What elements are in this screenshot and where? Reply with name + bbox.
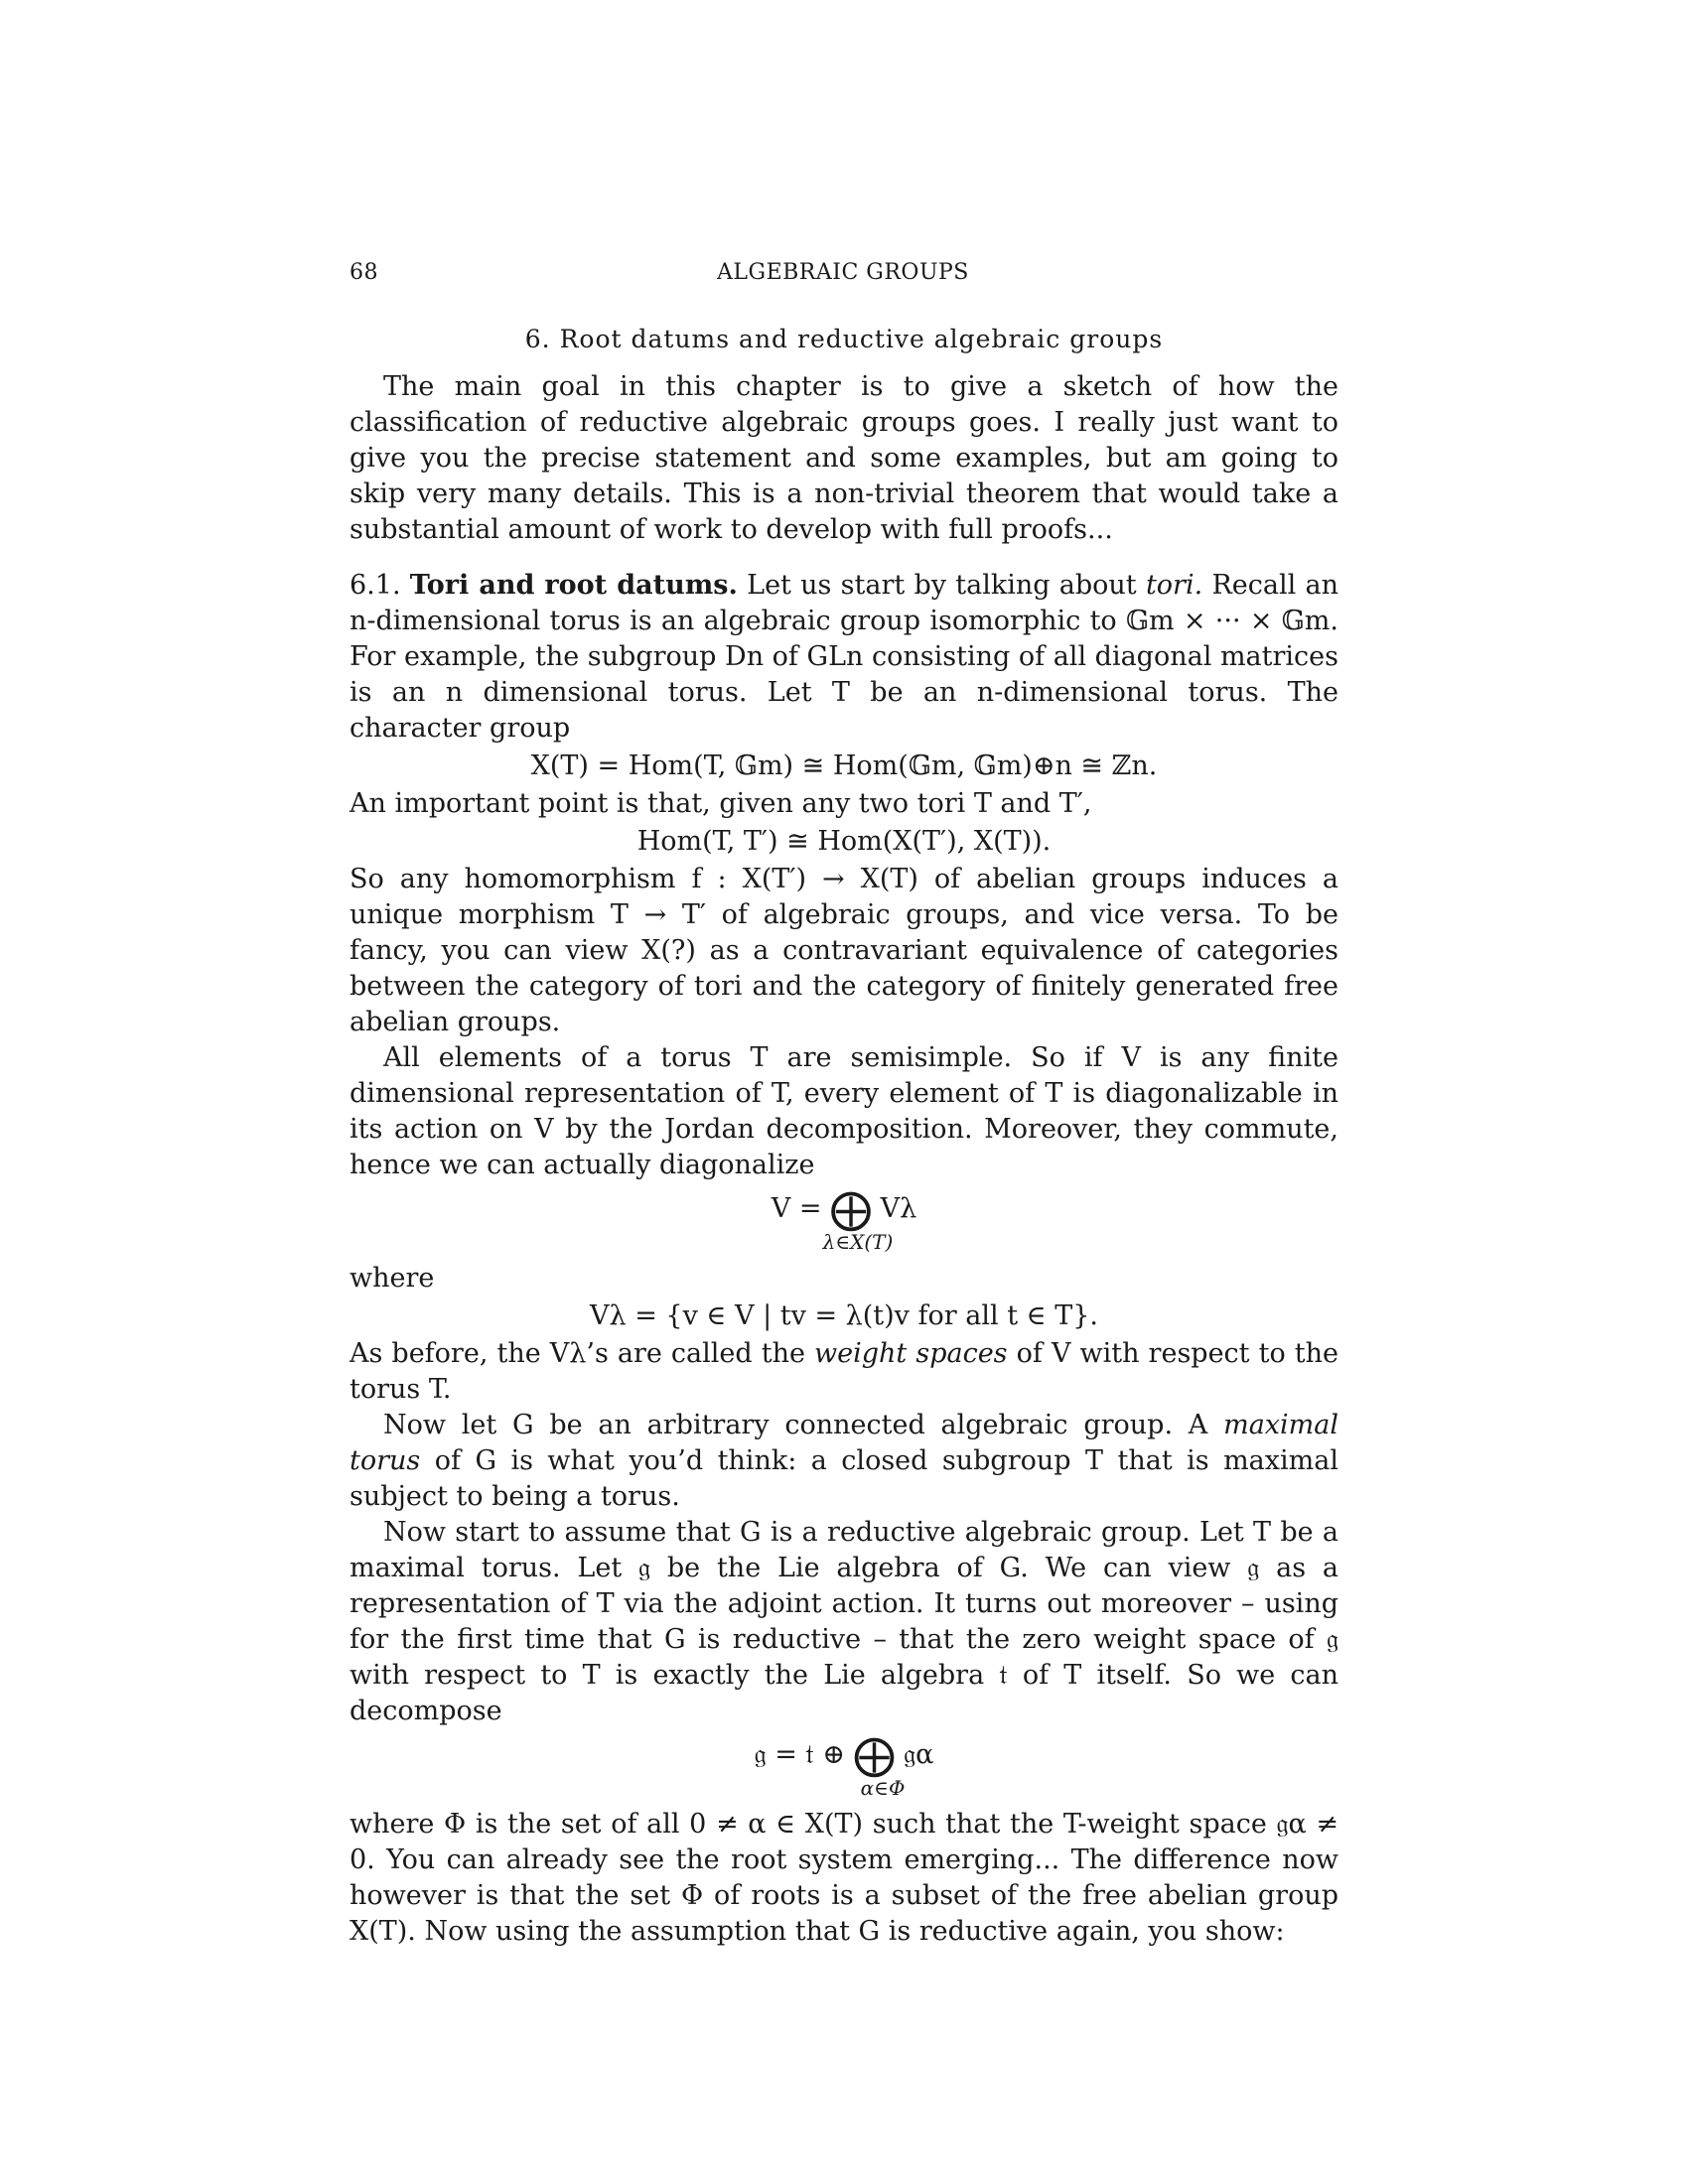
paragraph: So any homomorphism f : X(T′) → X(T) of abelian groups induces a unique morphism T → T′ of algebraic groups, and vice versa. To be fancy, you can view X(?) as a contravariant equivalence of categories between the category of tori and the category of finitely generated free abelian groups. <box>350 864 1338 1037</box>
paragraph <box>350 1336 1338 1408</box>
body-text <box>350 369 1338 1950</box>
page-number: 68 <box>350 260 378 285</box>
equation-root-decomposition: 𝔤 = 𝔱 ⊕ ⨁ 𝔤α <box>754 1730 934 1779</box>
paragraph: where Φ is the set of all 0 ≠ α ∈ X(T) such that the T-weight space 𝔤α ≠ 0. You can already see the root system emerging... The difference now however is that the set Φ of roots is a subset of the free abelian group X(T). Now using the assumption that G is reductive again, you show: <box>350 1809 1338 1947</box>
equation-subscript: α∈Φ <box>860 1776 906 1800</box>
intro-paragraph: The main goal in this chapter is to give a sketch of how the classification of reductive algebraic groups goes. I really just want to give you the precise statement and some examples, but am going to skip very many details. This is a non-trivial theorem that would take a substantial amount of work to develop with full proofs... <box>350 371 1338 545</box>
paragraph: An important point is that, given any two tori T and T′, <box>350 788 1092 819</box>
para-text: As before, the Vλ’s are called the <box>350 1338 805 1369</box>
subsection-number: 6.1. <box>350 570 401 601</box>
equation-subscript: λ∈X(T) <box>822 1230 894 1254</box>
emphasis: maximal torus <box>350 1410 1338 1476</box>
emphasis: weight spaces <box>814 1338 1008 1369</box>
direct-sum-icon: ⨁ <box>853 1730 896 1779</box>
para-text: Now let G be an arbitrary connected algebraic group. A <box>383 1410 1208 1440</box>
section-title: 6. Root datums and reductive algebraic groups <box>524 325 1164 353</box>
equation-character-group: X(T) = Hom(T, 𝔾m) ≅ Hom(𝔾m, 𝔾m)⊕n ≅ ℤn. <box>530 751 1158 781</box>
paragraph: Now start to assume that G is a reductive algebraic group. Let T be a maximal torus. Let 𝔤 be the Lie algebra of G. We can view 𝔤 as a representation of T via the adjoint action. It turns out moreover – using for the first time that G is reductive – that the zero weight space of 𝔤 with respect to T is exactly the Lie algebra 𝔱 of T itself. So we can decompose <box>350 1517 1338 1726</box>
equation-hom-tori: Hom(T, T′) ≅ Hom(X(T′), X(T)). <box>636 826 1052 857</box>
paragraph: All elements of a torus T are semisimple. So if V is any finite dimensional representation of T, every element of T is diagonalizable in its action on V by the Jordan decomposition. Moreover, they commute, hence we can actually diagonalize <box>350 1042 1338 1180</box>
para-text: of V with respect to the torus T. <box>350 1338 1338 1405</box>
subsection-title: Tori and root datums. <box>409 570 738 601</box>
subsection-paragraph <box>350 568 1338 747</box>
para-text: Recall an n-dimensional torus is an algebraic group isomorphic to 𝔾m × ··· × 𝔾m. For example, the subgroup Dn of GLn consisting of all diagonal matrices is an n dimensional torus. Let T be an n-dimensional torus. The character group <box>350 570 1338 744</box>
running-head: ALGEBRAIC GROUPS <box>717 260 969 285</box>
paragraph <box>350 1408 1338 1515</box>
equation-weight-space: Vλ = {v ∈ V | tv = λ(t)v for all t ∈ T}. <box>590 1300 1098 1331</box>
para-text: of G is what you’d think: a closed subgroup T that is maximal subject to being a torus. <box>350 1445 1338 1512</box>
emphasis: tori. <box>1145 570 1203 601</box>
equation-weight-decomposition: V = ⨁ Vλ <box>771 1184 917 1233</box>
direct-sum-icon: ⨁ <box>830 1184 873 1233</box>
para-text: Let us start by talking about <box>747 570 1137 601</box>
paragraph: where <box>350 1263 435 1294</box>
